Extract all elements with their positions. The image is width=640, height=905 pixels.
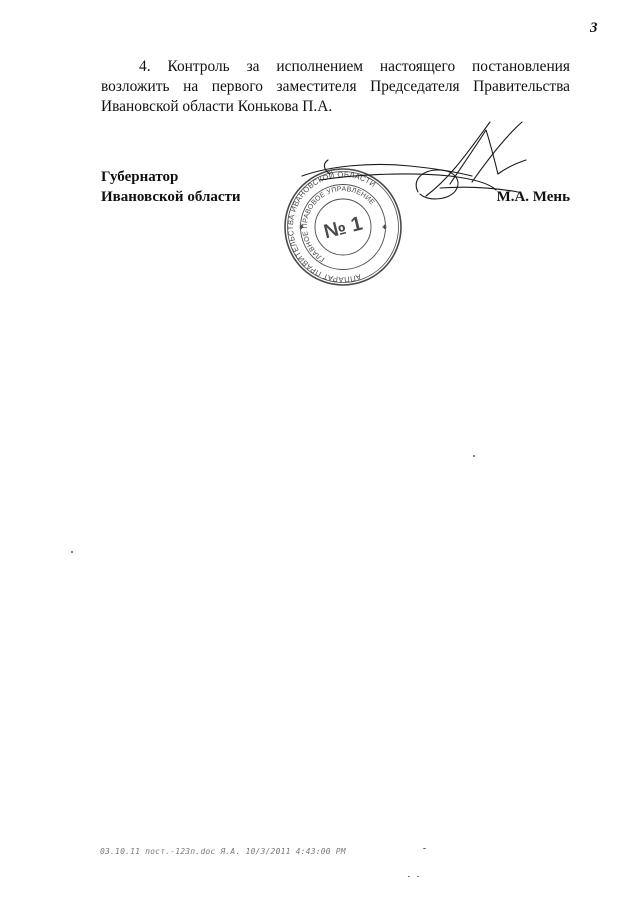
signatory-position	[101, 167, 241, 207]
scan-speck	[71, 551, 73, 553]
scan-speck	[423, 848, 426, 849]
seal-star-left: ✱	[299, 225, 305, 231]
signatory-position-line-2: Ивановской области	[101, 189, 241, 205]
page-number: 3	[590, 20, 598, 36]
seal-star-right: ✱	[382, 225, 388, 231]
scan-speck	[408, 876, 410, 877]
scan-speck	[417, 876, 419, 877]
seal-outer-text: АППАРАТ ПРАВИТЕЛЬСТВА ИВАНОВСКОЙ ОБЛАСТИ	[285, 169, 378, 285]
clause-4-text: 4. Контроль за исполнением настоящего постановления возложить на первого заместителя Председателя Правительства Ивановской области Конькова П.А.	[101, 58, 570, 115]
signatory-position-line-1: Губернатор	[101, 169, 179, 185]
seal-number: № 1	[321, 212, 365, 244]
signatory-name: М.А. Мень	[496, 189, 570, 205]
handwritten-signature	[300, 118, 535, 213]
seal-inner-text: ГЛАВНОЕ ПРАВОВОЕ УПРАВЛЕНИЕ	[301, 185, 376, 263]
scan-speck	[473, 455, 475, 457]
file-metadata-footer: 03.10.11 пост.-123п.doc Я.А. 10/3/2011 4:43:00 PM	[100, 847, 346, 856]
